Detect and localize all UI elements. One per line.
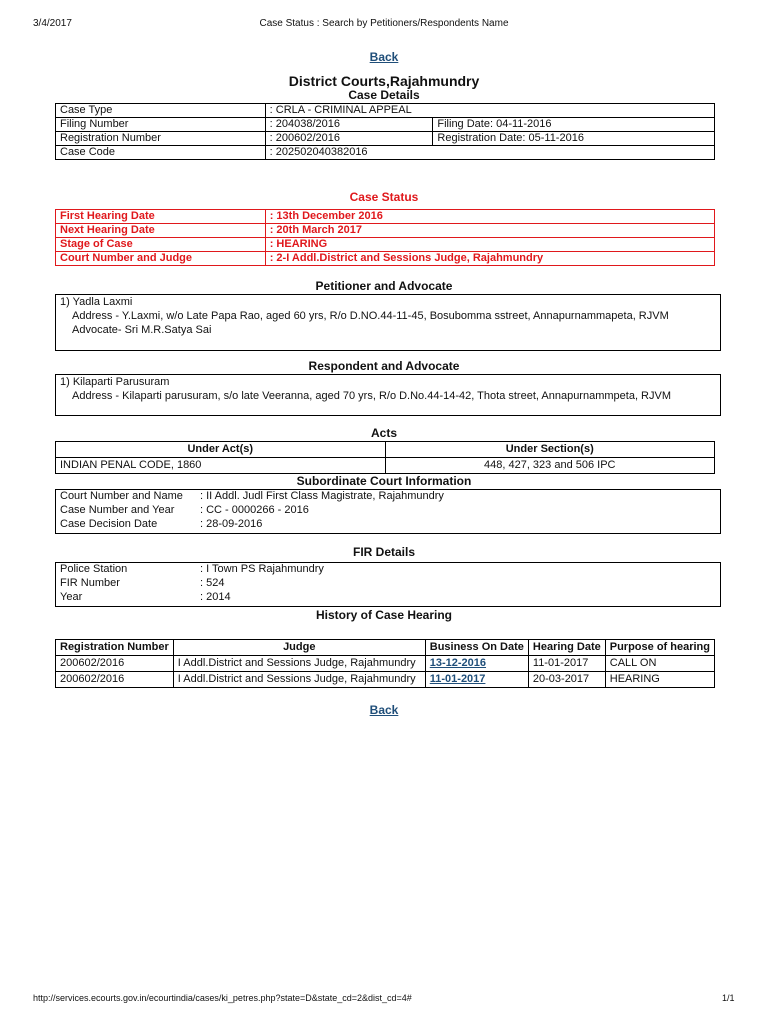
first-hearing-label: First Hearing Date [56, 210, 266, 224]
subordinate-row [60, 490, 444, 503]
history-business-cell [425, 672, 528, 688]
stage-value: : HEARING [265, 238, 714, 252]
case-type-label: Case Type [56, 104, 266, 118]
acts-header: Under Act(s) [56, 442, 386, 458]
table-row [56, 672, 715, 688]
respondent-title: Respondent and Advocate [308, 359, 460, 373]
fir-number-value: : 524 [200, 577, 225, 589]
petitioner-advocate: Advocate- Sri M.R.Satya Sai [72, 324, 212, 336]
registration-date: Registration Date: 05-11-2016 [433, 132, 715, 146]
petitioner-title: Petitioner and Advocate [315, 279, 453, 293]
case-details-row [56, 104, 715, 118]
history-header-row [56, 640, 715, 656]
history-hearing: 11-01-2017 [528, 656, 605, 672]
next-hearing-value: : 20th March 2017 [265, 224, 714, 238]
subordinate-row [60, 518, 262, 531]
history-header-hearing: Hearing Date [528, 640, 605, 656]
court-name: District Courts,Rajahmundry [288, 73, 480, 89]
fir-number-label: FIR Number [60, 577, 120, 589]
history-title: History of Case Hearing [315, 608, 453, 622]
print-url: http://services.ecourts.gov.in/ecourtindia/cases/ki_petres.php?state=D&state_cd=2&dist_cd=4# [33, 993, 412, 1003]
police-station-label: Police Station [60, 563, 128, 575]
subordinate-court-label: Court Number and Name [60, 490, 183, 502]
subordinate-case-label: Case Number and Year [60, 504, 175, 516]
history-table [55, 639, 715, 688]
fir-row [60, 563, 324, 576]
fir-row [60, 577, 224, 590]
case-status-row [56, 210, 715, 224]
respondent-name: 1) Kilaparti Parusuram [60, 376, 170, 388]
filing-number-value: : 204038/2016 [265, 118, 433, 132]
history-reg: 200602/2016 [56, 656, 174, 672]
case-details-row [56, 132, 715, 146]
table-row [56, 458, 715, 474]
business-date-link[interactable]: 13-12-2016 [429, 657, 487, 669]
history-judge: I Addl.District and Sessions Judge, Rajahmundry [173, 656, 425, 672]
history-purpose: CALL ON [605, 656, 714, 672]
case-details-row [56, 118, 715, 132]
subordinate-title: Subordinate Court Information [296, 474, 472, 488]
history-reg: 200602/2016 [56, 672, 174, 688]
table-row [56, 656, 715, 672]
subordinate-decision-value: : 28-09-2016 [200, 518, 263, 530]
stage-label: Stage of Case [56, 238, 266, 252]
filing-date: Filing Date: 04-11-2016 [433, 118, 715, 132]
case-code-label: Case Code [56, 146, 266, 160]
subordinate-court-value: : II Addl. Judl First Class Magistrate, Rajahmundry [200, 490, 444, 502]
case-details-title: Case Details [348, 88, 420, 102]
sections-header: Under Section(s) [385, 442, 715, 458]
business-date-link[interactable]: 11-01-2017 [429, 673, 486, 685]
police-station-value: : I Town PS Rajahmundry [200, 563, 324, 575]
case-details-table [55, 103, 715, 160]
registration-number-label: Registration Number [56, 132, 266, 146]
acts-table [55, 441, 715, 474]
subordinate-box [55, 489, 721, 534]
next-hearing-label: Next Hearing Date [56, 224, 266, 238]
filing-number-label: Filing Number [56, 118, 266, 132]
history-header-business: Business On Date [425, 640, 528, 656]
case-status-row [56, 224, 715, 238]
fir-title: FIR Details [352, 545, 415, 559]
act-cell: INDIAN PENAL CODE, 1860 [56, 458, 386, 474]
print-page-title: Case Status : Search by Petitioners/Respondents Name [259, 18, 509, 29]
petitioner-box [55, 294, 721, 351]
history-purpose: HEARING [605, 672, 714, 688]
case-status-row [56, 252, 715, 266]
first-hearing-value: : 13th December 2016 [265, 210, 714, 224]
section-cell: 448, 427, 323 and 506 IPC [385, 458, 715, 474]
acts-header-row [56, 442, 715, 458]
fir-year-label: Year [60, 591, 83, 603]
case-code-value: : 202502040382016 [265, 146, 714, 160]
petitioner-name: 1) Yadla Laxmi [60, 296, 133, 308]
case-type-value: : CRLA - CRIMINAL APPEAL [265, 104, 714, 118]
history-judge: I Addl.District and Sessions Judge, Rajahmundry [173, 672, 425, 688]
court-judge-label: Court Number and Judge [56, 252, 266, 266]
history-header-reg: Registration Number [56, 640, 174, 656]
print-date: 3/4/2017 [33, 18, 72, 29]
fir-box [55, 562, 721, 607]
fir-row [60, 591, 231, 604]
history-hearing: 20-03-2017 [528, 672, 605, 688]
respondent-box [55, 374, 721, 416]
registration-number-value: : 200602/2016 [265, 132, 433, 146]
back-link-top[interactable]: Back [369, 50, 399, 64]
acts-title: Acts [370, 426, 397, 440]
petitioner-address: Address - Y.Laxmi, w/o Late Papa Rao, aged 60 yrs, R/o D.NO.44-11-45, Bosubomma sstreet, Annapurnammapeta, RJVM [72, 310, 669, 322]
history-header-judge: Judge [173, 640, 425, 656]
fir-year-value: : 2014 [200, 591, 231, 603]
case-status-title: Case Status [349, 190, 419, 204]
print-page-number: 1/1 [722, 993, 735, 1003]
court-judge-value: : 2-I Addl.District and Sessions Judge, Rajahmundry [265, 252, 714, 266]
subordinate-decision-label: Case Decision Date [60, 518, 158, 530]
subordinate-case-value: : CC - 0000266 - 2016 [200, 504, 309, 516]
history-header-purpose: Purpose of hearing [605, 640, 714, 656]
case-status-table [55, 209, 715, 266]
back-link-bottom[interactable]: Back [369, 703, 399, 717]
subordinate-row [60, 504, 309, 517]
case-status-row [56, 238, 715, 252]
respondent-address: Address - Kilaparti parusuram, s/o late Veeranna, aged 70 yrs, R/o D.No.44-14-42, Thota street, Annapurnammpeta, RJVM [72, 390, 671, 402]
history-business-cell [425, 656, 528, 672]
case-details-row [56, 146, 715, 160]
